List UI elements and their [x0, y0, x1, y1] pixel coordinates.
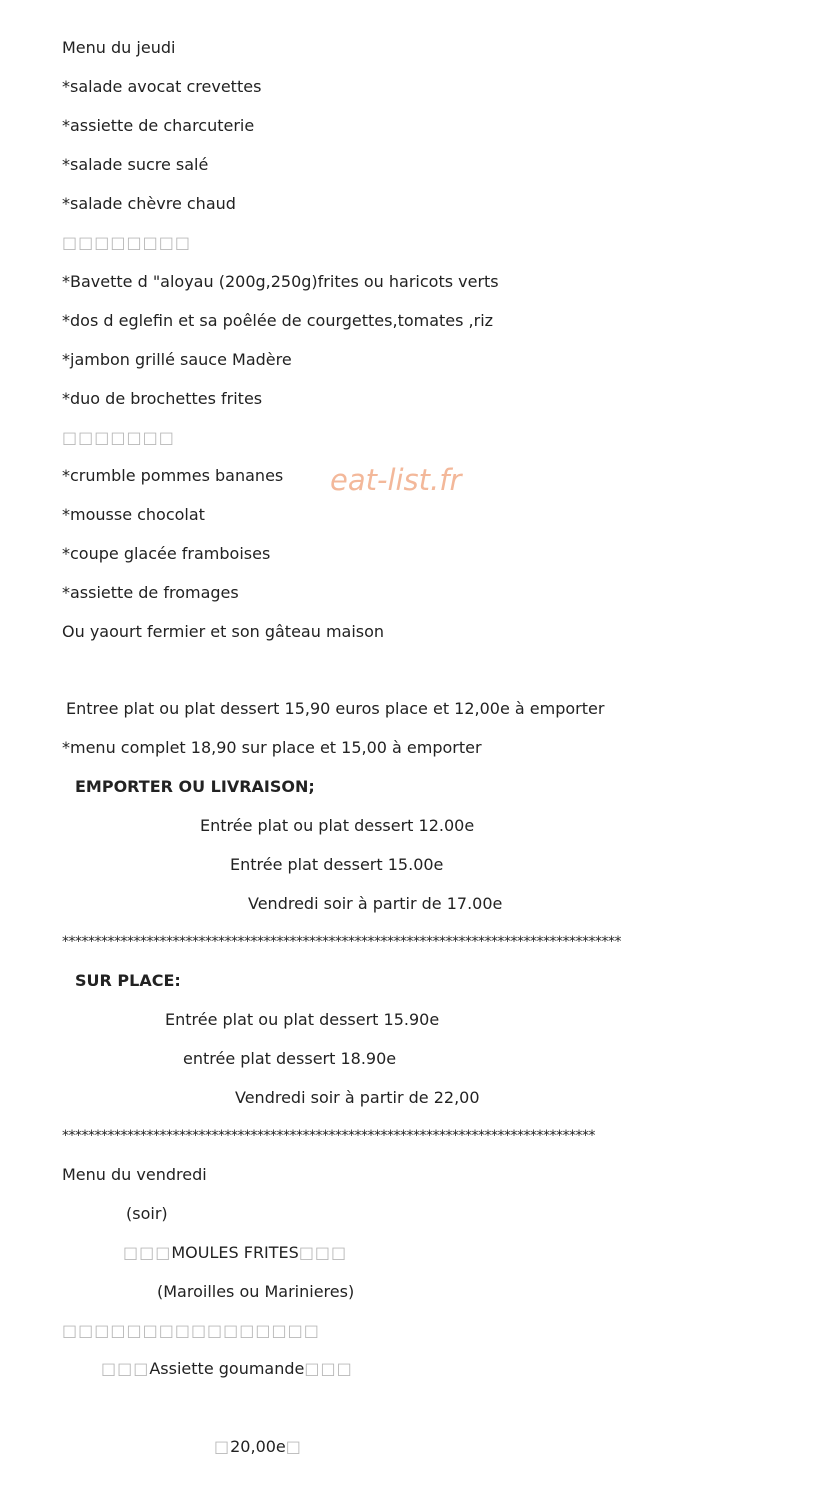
missing-glyph: □□□ [304, 1359, 353, 1378]
missing-glyph: □ [285, 1437, 302, 1456]
friday-price-value: 20,00e [230, 1437, 286, 1456]
dessert-item: *coupe glacée framboises [62, 544, 271, 563]
dessert-item: Ou yaourt fermier et son gâteau maison [62, 622, 385, 641]
section-separator: □□□□□□□□□□□□□□□□ [62, 1321, 320, 1340]
thursday-menu-title: Menu du jeudi [62, 38, 176, 57]
dine-in-price: Vendredi soir à partir de 22,00 [235, 1088, 480, 1107]
friday-menu-subtitle: (soir) [126, 1204, 168, 1223]
friday-dish [123, 1243, 347, 1263]
takeaway-price: Entrée plat dessert 15.00e [230, 855, 444, 874]
friday-plate [101, 1359, 353, 1379]
dine-in-heading: SUR PLACE: [75, 971, 181, 990]
missing-glyph: □□□ [123, 1243, 172, 1262]
dessert-item: *assiette de fromages [62, 583, 239, 602]
friday-plate-name: Assiette goumande [149, 1359, 305, 1378]
friday-price [214, 1437, 302, 1457]
starter-item: *salade chèvre chaud [62, 194, 236, 213]
takeaway-price: Vendredi soir à partir de 17.00e [248, 894, 503, 913]
friday-dish-name: MOULES FRITES [171, 1243, 299, 1262]
starter-item: *salade avocat crevettes [62, 77, 262, 96]
main-item: *duo de brochettes frites [62, 389, 263, 408]
starter-item: *salade sucre salé [62, 155, 209, 174]
main-item: *jambon grillé sauce Madère [62, 350, 292, 369]
missing-glyph: □□□ [298, 1243, 348, 1262]
section-separator: □□□□□□□□ [62, 233, 191, 252]
dine-in-price: Entrée plat ou plat dessert 15.90e [165, 1010, 440, 1029]
friday-dish-detail: (Maroilles ou Marinieres) [157, 1282, 355, 1301]
dine-in-price: entrée plat dessert 18.90e [183, 1049, 397, 1068]
takeaway-heading: EMPORTER OU LIVRAISON; [75, 777, 315, 796]
missing-glyph: □ [214, 1437, 231, 1456]
section-separator: □□□□□□□ [62, 428, 175, 447]
starter-item: *assiette de charcuterie [62, 116, 255, 135]
price-line: Entree plat ou plat dessert 15,90 euros place et 12,00e à emporter [66, 699, 605, 718]
dessert-item: *mousse chocolat [62, 505, 205, 524]
main-item: *dos d eglefin et sa poêlée de courgettes,tomates ,riz [62, 311, 494, 330]
dessert-item: *crumble pommes bananes [62, 466, 284, 485]
friday-menu-title: Menu du vendredi [62, 1165, 207, 1184]
star-divider: ********************************************************************************** [62, 1128, 595, 1144]
main-item: *Bavette d "aloyau (200g,250g)frites ou haricots verts [62, 272, 499, 291]
price-line: *menu complet 18,90 sur place et 15,00 à emporter [62, 738, 482, 757]
takeaway-price: Entrée plat ou plat dessert 12.00e [200, 816, 475, 835]
missing-glyph: □□□ [101, 1359, 150, 1378]
watermark: eat-list.fr [330, 463, 462, 497]
star-divider: ************************************************************************************** [62, 934, 621, 950]
